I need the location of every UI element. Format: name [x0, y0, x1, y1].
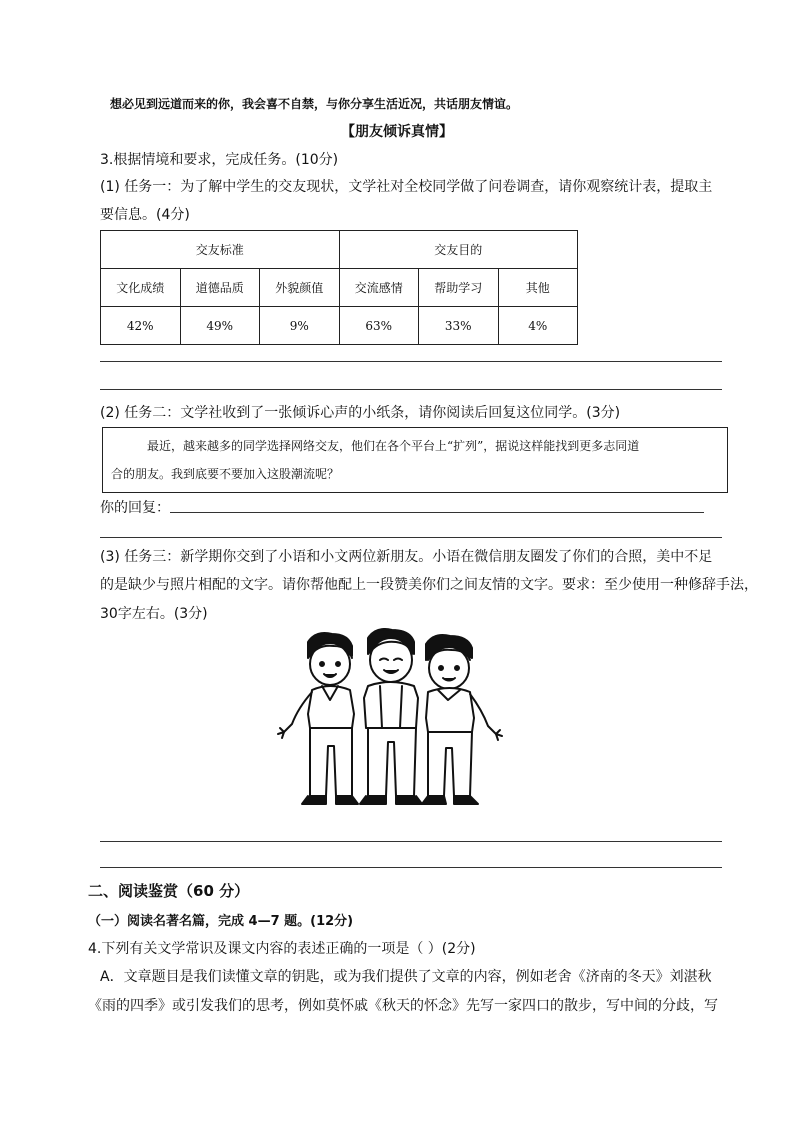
- right-boy-figure: [422, 635, 502, 804]
- answer-line[interactable]: [100, 361, 722, 362]
- task1-text-line1: (1) 任务一：为了解中学生的交友现状，文学社对全校同学做了问卷调查，请你观察统计表，提取主: [100, 179, 713, 195]
- answer-line[interactable]: [100, 867, 722, 868]
- part2-subheading: （一）阅读名著名篇，完成 4—7 题。(12分): [88, 914, 354, 929]
- column-header: 道德品质: [180, 269, 260, 307]
- survey-table: [100, 230, 578, 345]
- note-box: [102, 427, 728, 493]
- table-cell: 33%: [419, 307, 499, 345]
- q4-option-a-line2: 《雨的四季》或引发我们的思考，例如莫怀戚《秋天的怀念》先写一家四口的散步，写中间的分歧，写: [88, 998, 718, 1014]
- q4-stem: 4.下列有关文学常识及课文内容的表述正确的一项是（ ）(2分): [88, 941, 476, 957]
- q4-option-a-line1: A．文章题目是我们读懂文章的钥匙，或为我们提供了文章的内容，例如老舍《济南的冬天》刘湛秋: [100, 969, 712, 985]
- intro-line: 想必见到远道而来的你，我会喜不自禁，与你分享生活近况，共话朋友情谊。: [110, 97, 519, 111]
- three-friends-illustration: [272, 628, 504, 818]
- note-line1: 最近，越来越多的同学选择网络交友，他们在各个平台上“扩列”，据说这样能找到更多志同道: [147, 439, 640, 453]
- answer-line[interactable]: [100, 389, 722, 390]
- group-header-standard: 交友标准: [101, 231, 340, 269]
- column-header: 帮助学习: [419, 269, 499, 307]
- middle-boy-figure: [360, 629, 422, 804]
- column-header: 其他: [498, 269, 578, 307]
- table-cell: 4%: [498, 307, 578, 345]
- section-heading: 【朋友倾诉真情】: [341, 124, 453, 140]
- column-header: 文化成绩: [101, 269, 181, 307]
- group-header-purpose: 交友目的: [339, 231, 578, 269]
- table-cell: 42%: [101, 307, 181, 345]
- part2-heading: 二、阅读鉴赏（60 分）: [88, 882, 250, 900]
- reply-input-line[interactable]: [170, 512, 704, 513]
- note-line2: 合的朋友。我到底要不要加入这股潮流呢？: [111, 467, 340, 481]
- task3-text-line1: (3) 任务三：新学期你交到了小语和小文两位新朋友。小语在微信朋友圈发了你们的合照，美中不足: [100, 549, 713, 565]
- task1-text-line2: 要信息。(4分): [100, 207, 190, 223]
- answer-line[interactable]: [100, 841, 722, 842]
- column-header: 外貌颜值: [260, 269, 340, 307]
- task2-text: (2) 任务二：文学社收到了一张倾诉心声的小纸条，请你阅读后回复这位同学。(3分): [100, 405, 621, 421]
- table-cell: 63%: [339, 307, 419, 345]
- task3-text-line2: 的是缺少与照片相配的文字。请你帮他配上一段赞美你们之间友情的文字。要求：至少使用一种修辞手法，: [100, 577, 758, 593]
- q3-stem: 3.根据情境和要求，完成任务。(10分): [100, 152, 339, 168]
- column-header: 交流感情: [339, 269, 419, 307]
- left-boy-figure: [278, 633, 358, 804]
- answer-line[interactable]: [100, 537, 722, 538]
- reply-label: 你的回复：: [100, 500, 170, 516]
- table-cell: 49%: [180, 307, 260, 345]
- table-cell: 9%: [260, 307, 340, 345]
- task3-text-line3: 30字左右。(3分): [100, 606, 208, 622]
